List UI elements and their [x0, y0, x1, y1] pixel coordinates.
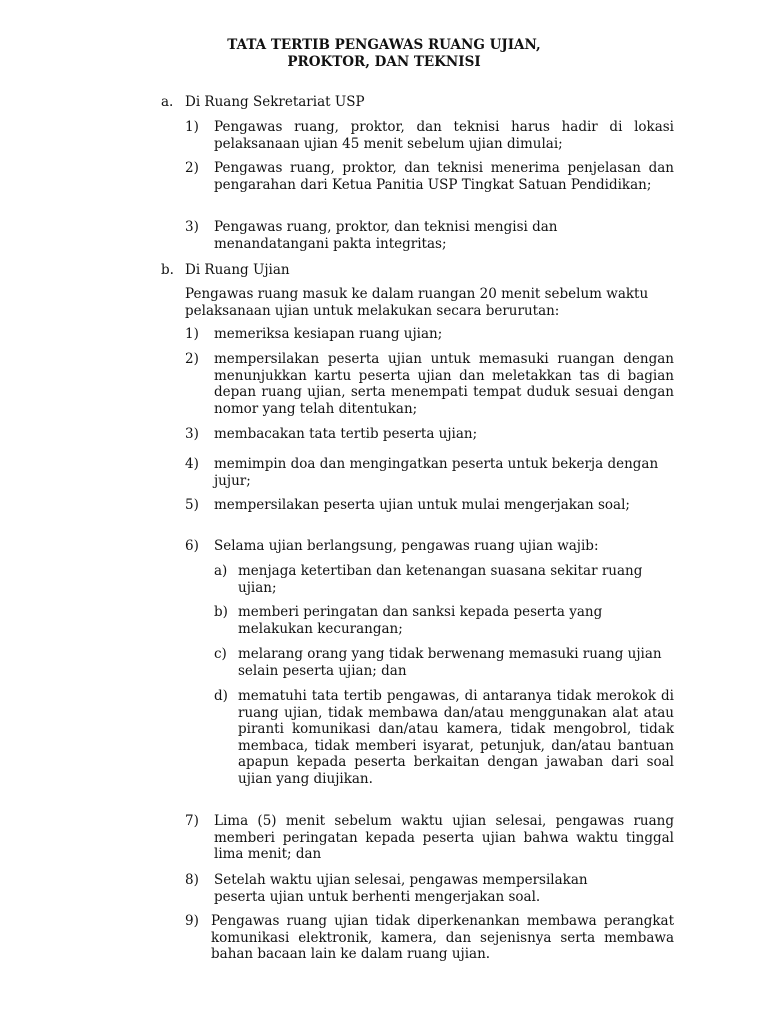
list-marker: 3) — [185, 426, 199, 442]
list-item-text: membacakan tata tertib peserta ujian; — [214, 426, 478, 442]
sub-list-item-text: menjaga ketertiban dan ketenangan suasana sekitar ruang ujian; — [238, 563, 643, 596]
title-line-1: TATA TERTIB PENGAWAS RUANG UJIAN, — [227, 37, 541, 53]
list-marker: 8) — [185, 872, 199, 888]
list-item-text: mempersilakan peserta ujian untuk memasuki ruangan dengan menunjukkan kartu peserta ujian dan meletakkan tas di bagian depan ruang ujian, serta menempati tempat duduk sesuai dengan nomor yang telah ditentukan; — [214, 351, 674, 417]
document-title — [0, 37, 768, 71]
list-marker: 3) — [185, 219, 199, 235]
sub-list-item-text: mematuhi tata tertib pengawas, di antaranya tidak merokok di ruang ujian, tidak membawa dan/atau menggunakan alat atau piranti komunikasi dan/atau kamera, tidak mengobrol, tidak membaca, tidak memberi isyarat, petunjuk, dan/atau bantuan apapun kepada peserta berkaitan dengan jawaban dari soal ujian yang diujikan. — [238, 688, 674, 787]
sub-list-marker: a) — [214, 563, 228, 579]
list-item-text: Pengawas ruang ujian tidak diperkenankan membawa perangkat komunikasi elektronik, kamera, dan sejenisnya serta membawa bahan bacaan lain ke dalam ruang ujian. — [211, 913, 674, 962]
list-marker: 2) — [185, 351, 199, 367]
intro-paragraph: Pengawas ruang masuk ke dalam ruangan 20 menit sebelum waktu pelaksanaan ujian untuk melakukan secara berurutan: — [185, 286, 649, 319]
list-item-text: Pengawas ruang, proktor, dan teknisi harus hadir di lokasi pelaksanaan ujian 45 menit sebelum ujian dimulai; — [214, 119, 674, 152]
title-line-2: PROKTOR, DAN TEKNISI — [287, 54, 481, 70]
sub-list-marker: c) — [214, 646, 227, 662]
list-item-text: Pengawas ruang, proktor, dan teknisi mengisi dan menandatangani pakta integritas; — [214, 219, 558, 252]
list-item-text: Lima (5) menit sebelum waktu ujian selesai, pengawas ruang memberi peringatan kepada peserta ujian bahwa waktu tinggal lima menit; dan — [214, 813, 674, 862]
section-marker: a. — [161, 94, 174, 110]
list-item-text: memeriksa kesiapan ruang ujian; — [214, 326, 443, 342]
section-marker: b. — [161, 262, 174, 278]
list-marker: 4) — [185, 456, 199, 472]
list-marker: 1) — [185, 326, 199, 342]
list-marker: 7) — [185, 813, 199, 829]
list-marker: 1) — [185, 119, 199, 135]
sub-list-item-text: melarang orang yang tidak berwenang memasuki ruang ujian selain peserta ujian; dan — [238, 646, 662, 679]
list-item-text: Pengawas ruang, proktor, dan teknisi menerima penjelasan dan pengarahan dari Ketua Panitia USP Tingkat Satuan Pendidikan; — [214, 160, 674, 193]
sub-list-item-text: memberi peringatan dan sanksi kepada peserta yang melakukan kecurangan; — [238, 604, 603, 637]
list-item-text: Selama ujian berlangsung, pengawas ruang ujian wajib: — [214, 538, 599, 554]
list-item-text: Setelah waktu ujian selesai, pengawas mempersilakan peserta ujian untuk berhenti mengerjakan soal. — [214, 872, 588, 905]
sub-list-marker: d) — [214, 688, 228, 704]
list-item-text: mempersilakan peserta ujian untuk mulai mengerjakan soal; — [214, 497, 630, 513]
list-marker: 2) — [185, 160, 199, 176]
section-heading: Di Ruang Ujian — [185, 262, 290, 278]
list-item-text: memimpin doa dan mengingatkan peserta untuk bekerja dengan jujur; — [214, 456, 659, 489]
section-heading: Di Ruang Sekretariat USP — [185, 94, 365, 110]
sub-list-marker: b) — [214, 604, 228, 620]
list-marker: 6) — [185, 538, 199, 554]
list-marker: 5) — [185, 497, 199, 513]
list-marker: 9) — [185, 913, 199, 929]
